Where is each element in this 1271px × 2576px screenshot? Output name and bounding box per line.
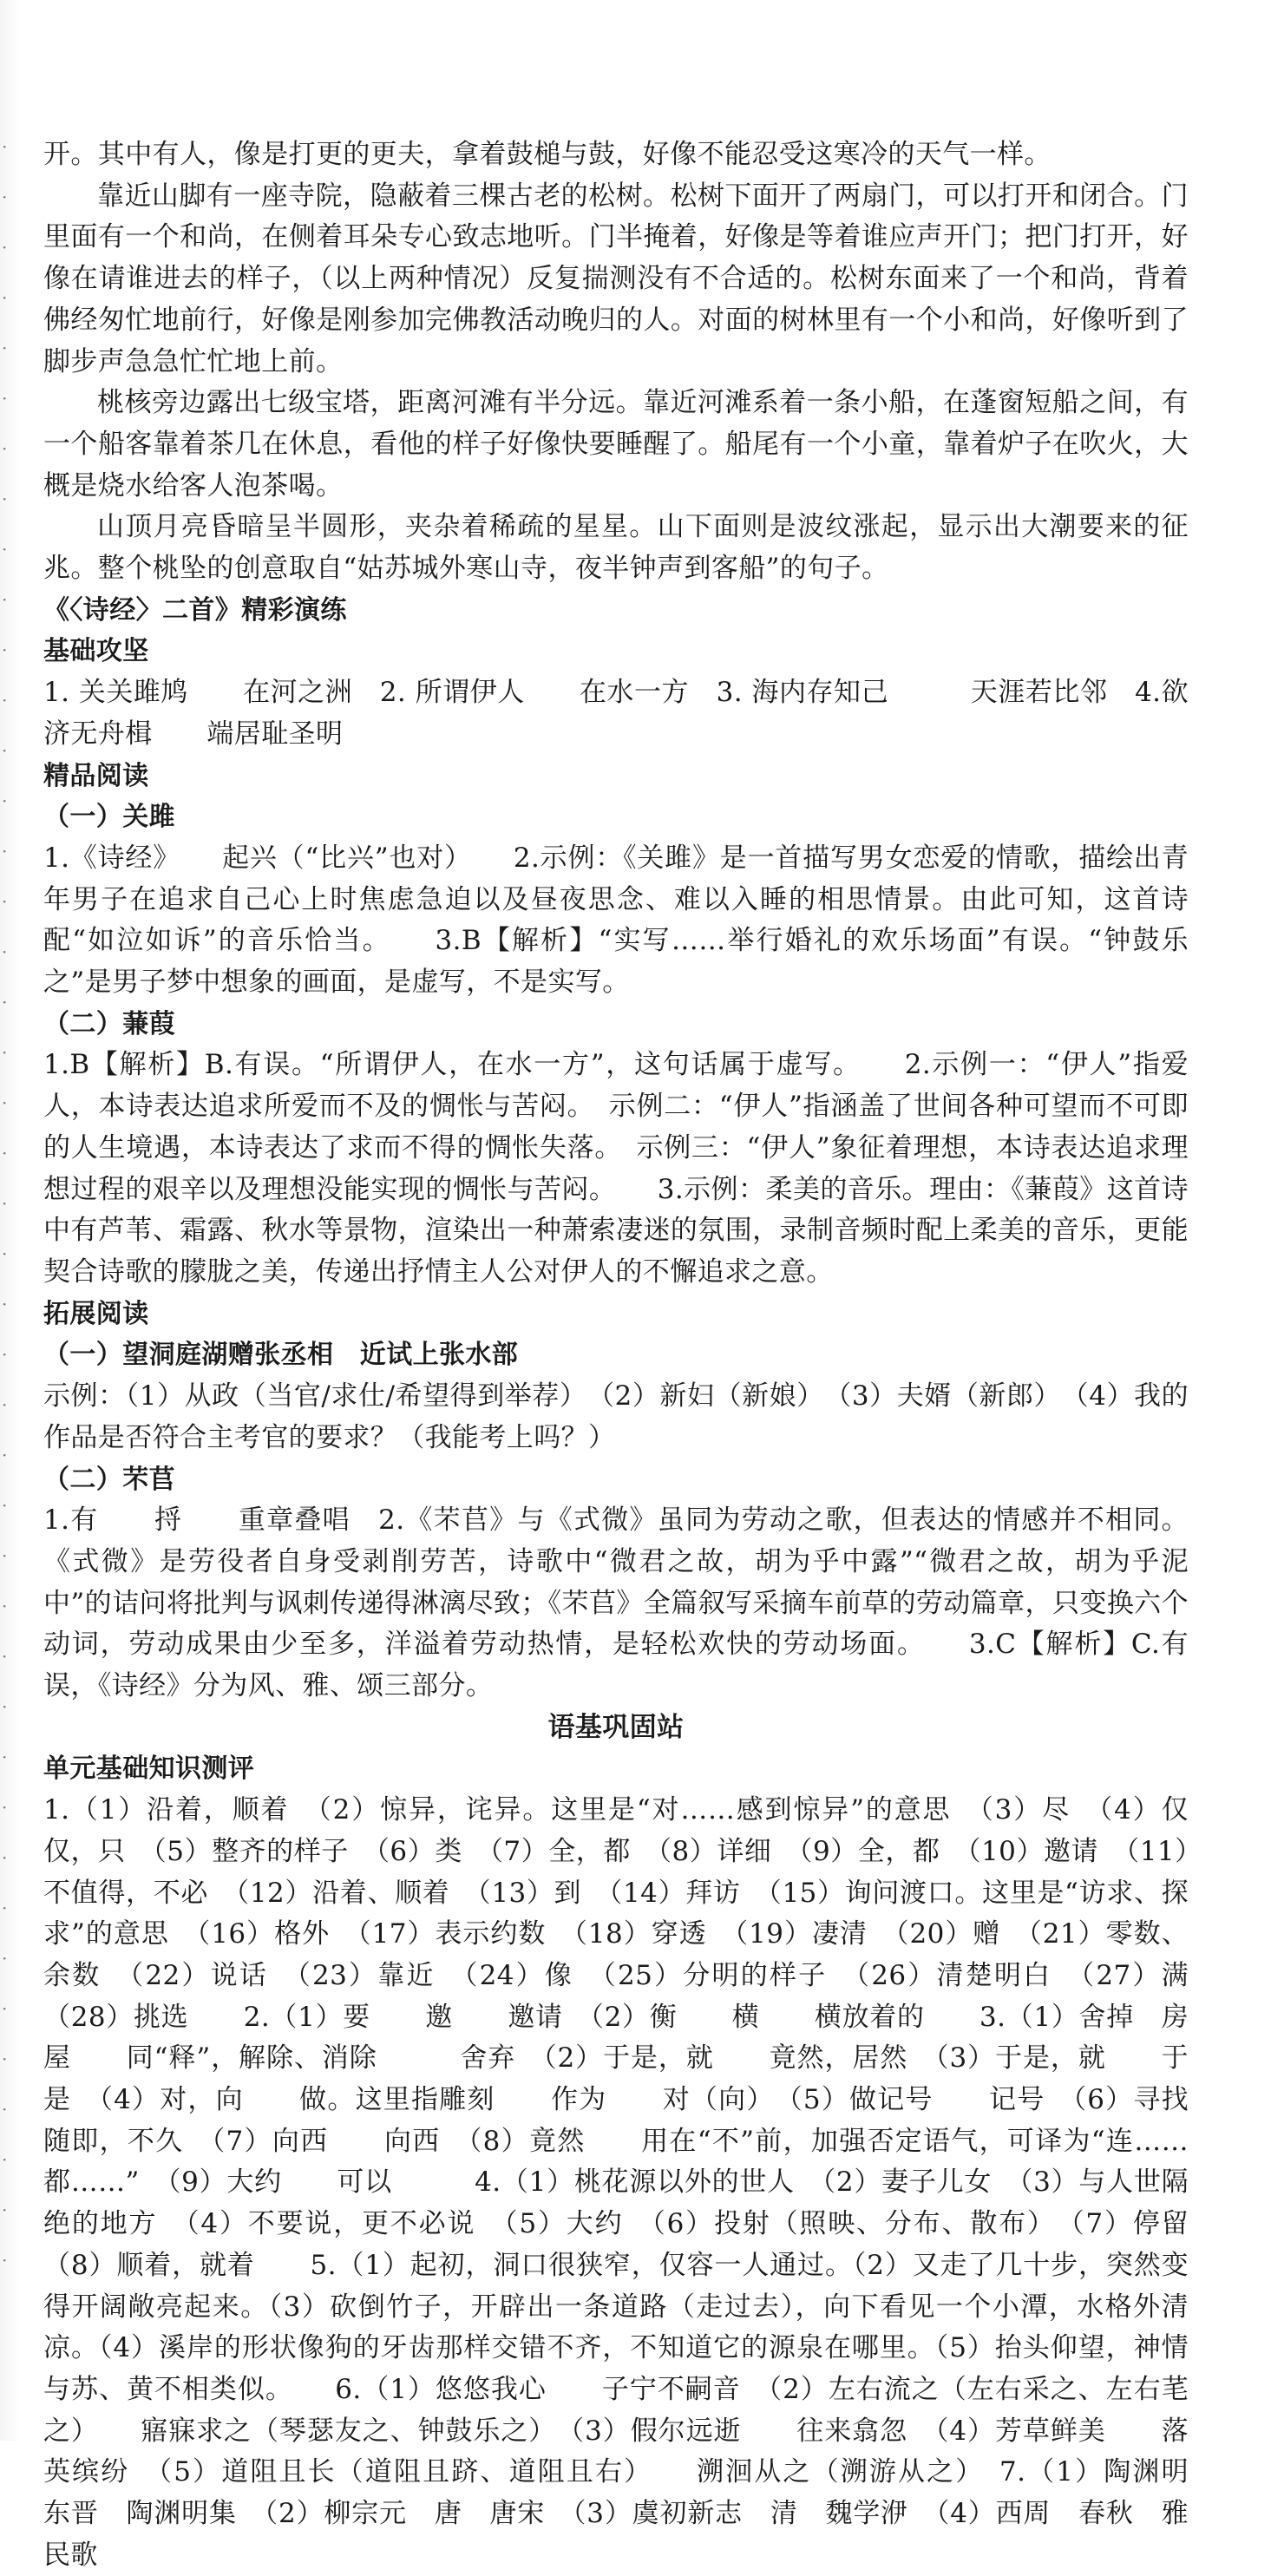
edge-mark: ·	[2, 237, 8, 258]
answer-paragraph: 1.有 捋 重章叠唱 2.《芣苢》与《式微》虽同为劳动之歌，但表达的情感并不相同。《式微》是劳役者自身受剥削劳苦，诗歌中“微君之故，胡为乎中露”“微君之故，胡为乎泥中”的诘问将批判与讽刺传递得淋漓尽致；《芣苢》全篇叙写采摘车前草的劳动篇章，只变换六个动词，劳动成果由少至多，洋溢着劳动热情，是轻松欢快的劳动场面。 3.C【解析】C.有误，《诗经》分为风、雅、颂三部分。	[43, 1504, 1189, 1702]
edge-mark: ·	[2, 2048, 8, 2069]
edge-mark: ·	[2, 1243, 8, 1264]
edge-mark: ·	[2, 1948, 8, 1969]
edge-mark: ·	[2, 891, 8, 912]
edge-mark: ·	[2, 2099, 8, 2120]
translation-paragraph: 山顶月亮昏暗呈半圆形，夹杂着稀疏的星星。山下面则是波纹涨起，显示出大潮要来的征兆。整个桃坠的创意取自“姑苏城外寒山寺，夜半钟声到客船”的句子。	[43, 511, 1189, 585]
edge-mark: ·	[2, 1998, 8, 2019]
edge-mark: ·	[2, 1596, 8, 1616]
edge-mark: ·	[2, 1747, 8, 1767]
edge-mark: ·	[2, 639, 8, 660]
section-heading: 单元基础知识测评	[43, 1753, 255, 1785]
edge-mark: ·	[2, 2149, 8, 2170]
subsection-heading: （二）蒹葭	[43, 1008, 175, 1039]
edge-mark: ·	[2, 1092, 8, 1113]
edge-mark: ·	[2, 1193, 8, 1214]
section-heading: 基础攻坚	[43, 636, 149, 667]
edge-mark: ·	[2, 1294, 8, 1314]
edge-mark: ·	[2, 1898, 8, 1918]
edge-mark: ·	[2, 1143, 8, 1163]
edge-mark: ·	[2, 2250, 8, 2271]
answer-paragraph: 1.（1）沿着，顺着 （2）惊异，诧异。这里是“对……感到惊异”的意思 （3）尽 （4）仅仅，只 （5）整齐的样子 （6）类 （7）全，都 （8）详细 （9）全，都 （10）邀请 （11）不值得，不必 （12）沿着、顺着 （13）到 （14）拜访 （15）询问渡口。这里是“访求、探求”的意思 （16）格外 （17）表示约数 （18）穿透 （19）凄清 （20）赠 （21）零数、余数 （22）说话 （23）靠近 （24）像 （25）分明的样子 （26）清楚明白 （27）满 （28）挑选 2.（1）要 邀 邀请 （2）衡 横 横放着的 3.（1）舍掉 房屋 同“释”，解除、消除 舍弃 （2）于是，就 竟然，居然 （3）于是，就 于是 （4）对，向 做。这里指雕刻 作为 对（向） （5）做记号 记号 （6）寻找 随即，不久 （7）向西 向西 （8）竟然 用在“不”前，加强否定语气，可译为“连……都……” （9）大约 可以 4.（1）桃花源以外的世人 （2）妻子儿女 （3）与人世隔绝的地方 （4）不要说，更不必说 （5）大约 （6）投射（照映、分布、散布） （7）停留 （8）顺着，就着 5.（1）起初，洞口很狭窄，仅容一人通过。（2）又走了几十步，突然变得开阔敞亮起来。（3）砍倒竹子，开辟出一条道路（走过去），向下看见一个小潭，水格外清凉。（4）溪岸的形状像狗的牙齿那样交错不齐，不知道它的源泉在哪里。（5）抬头仰望，神情与苏、黄不相类似。 6.（1）悠悠我心 子宁不嗣音 （2）左右流之（左右采之、左右芼之） 寤寐求之（琴瑟友之、钟鼓乐之） （3）假尔远逝 往来翕忽 （4）芳草鲜美 落英缤纷 （5）道阻且长（道阻且跻、道阻且右） 溯洄从之（溯游从之） 7.（1）陶渊明 东晋 陶渊明集 （2）柳宗元 唐 唐宋 （3）虞初新志 清 魏学洢 （4）西周 春秋 雅 民歌	[43, 1794, 1271, 2571]
edge-mark: ·	[2, 1797, 8, 1818]
section-heading: 《〈诗经〉二首》精彩演练	[43, 594, 347, 626]
edge-mark: ·	[2, 841, 8, 862]
edge-mark: ·	[2, 488, 8, 509]
edge-mark: ·	[2, 790, 8, 811]
edge-mark: ·	[2, 690, 8, 711]
edge-mark: ·	[2, 438, 8, 459]
edge-mark: ·	[2, 1646, 8, 1667]
edge-mark: ·	[2, 1394, 8, 1415]
edge-mark: ·	[2, 941, 8, 962]
edge-mark: ·	[2, 740, 8, 761]
subsection-heading: （一）望洞庭湖赠张丞相 近试上张水部	[43, 1340, 519, 1371]
edge-mark: ·	[2, 1847, 8, 1868]
answer-paragraph: 开。其中有人，像是打更的更夫，拿着鼓槌与鼓，好像不能忍受这寒冷的天气一样。	[43, 139, 1052, 170]
subsection-heading: （二）芣苢	[43, 1464, 175, 1495]
section-heading: 精品阅读	[43, 760, 149, 791]
answer-paragraph: 1.《诗经》 起兴（“比兴”也对） 2.示例：《关雎》是一首描写男女恋爱的情歌，描绘出青年男子在追求自己心上时焦虑急迫以及昼夜思念、难以入睡的相思情景。由此可知，这首诗配“如泣如诉”的音乐恰当。 3.B【解析】“实写……举行婚礼的欢乐场面”有误。“钟鼓乐之”是男子梦中想象的画面，是虚写，不是实写。	[43, 842, 1189, 999]
edge-mark: ·	[2, 187, 8, 207]
edge-mark: ·	[2, 539, 8, 560]
answer-paragraph: 示例：（1）从政（当官/求仕/希望得到举荐） （2）新妇（新娘） （3）夫婿（新郎） （4）我的作品是否符合主考官的要求？（我能考上吗？）	[43, 1380, 1189, 1453]
edge-mark: ·	[2, 1042, 8, 1063]
subsection-heading: （一）关雎	[43, 802, 175, 833]
answer-paragraph: 1. 关关雎鸠 在河之洲 2. 所谓伊人 在水一方 3. 海内存知己 天涯若比邻 4.欲济无舟楫 端居耻圣明	[43, 677, 1189, 750]
translation-paragraph: 靠近山脚有一座寺院，隐蔽着三棵古老的松树。松树下面开了两扇门，可以打开和闭合。门里面有一个和尚，在侧着耳朵专心致志地听。门半掩着，好像是等着谁应声开门；把门打开，好像在请谁进去的样子，（以上两种情况）反复揣测没有不合适的。松树东面来了一个和尚，背着佛经匆忙地前行，好像是刚参加完佛教活动晚归的人。对面的树林里有一个小和尚，好像听到了脚步声急急忙忙地上前。	[43, 180, 1189, 377]
answer-paragraph: 1.B【解析】B.有误。“所谓伊人，在水一方”，这句话属于虚写。 2.示例一：“伊人”指爱人，本诗表达追求所爱而不及的惆怅与苦闷。 示例二：“伊人”指涵盖了世间各种可望而不可即的人生境遇，本诗表达了求而不得的惆怅失落。 示例三：“伊人”象征着理想，本诗表达追求理想过程的艰辛以及理想没能实现的惆怅与苦闷。 3.示例：柔美的音乐。理由：《蒹葭》这首诗中有芦苇、霜露、秋水等景物，渲染出一种萧索凄迷的氛围，录制音频时配上柔美的音乐，更能契合诗歌的朦胧之美，传递出抒情主人公对伊人的不懈追求之意。	[43, 1049, 1189, 1288]
edge-mark: ·	[2, 388, 8, 409]
translation-paragraph: 桃核旁边露出七级宝塔，距离河滩有半分远。靠近河滩系着一条小船，在蓬窗短船之间，有一个船客靠着茶几在休息，看他的样子好像快要睡醒了。船尾有一个小童，靠着炉子在吹火，大概是烧水给客人泡茶喝。	[43, 387, 1189, 501]
edge-mark: ·	[2, 1696, 8, 1717]
edge-mark: ·	[2, 1344, 8, 1365]
edge-mark: ·	[2, 992, 8, 1013]
edge-mark: ·	[2, 1445, 8, 1465]
part-title: 语基巩固站	[547, 1711, 685, 1743]
binding-edge-marks	[2, 121, 14, 2285]
page-binding-edge	[0, 0, 19, 2441]
edge-mark: ·	[2, 589, 8, 610]
edge-mark: ·	[2, 1545, 8, 1566]
edge-mark: ·	[2, 338, 8, 358]
edge-mark: ·	[2, 2199, 8, 2220]
answer-content	[43, 134, 1271, 2576]
edge-mark: ·	[2, 136, 8, 157]
edge-mark: ·	[2, 287, 8, 308]
edge-mark: ·	[2, 1495, 8, 1516]
section-heading: 拓展阅读	[43, 1298, 149, 1329]
